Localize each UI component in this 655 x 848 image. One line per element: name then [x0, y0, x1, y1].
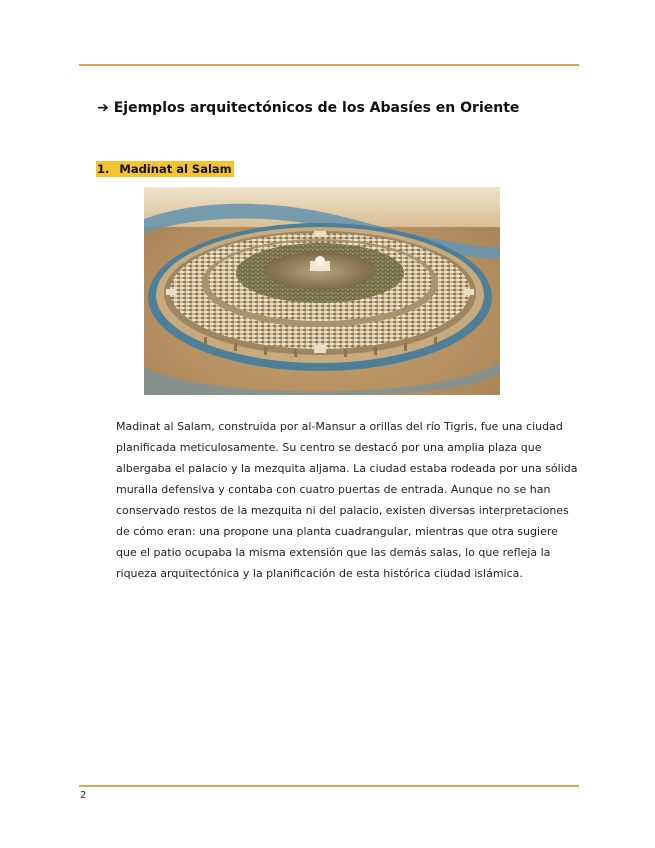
page-number: 2	[80, 790, 87, 801]
header-rule	[79, 64, 579, 66]
arrow-icon: ➔	[97, 100, 109, 116]
round-city-illustration	[144, 187, 500, 395]
item-number: 1.	[97, 162, 110, 176]
item-heading	[96, 161, 234, 177]
section-heading	[97, 100, 519, 116]
footer-rule	[79, 785, 579, 787]
section-title: Ejemplos arquitectónicos de los Abasíes en Oriente	[113, 100, 520, 116]
item-title: Madinat al Salam	[119, 162, 232, 176]
body-paragraph: Madinat al Salam, construida por al-Mansur a orillas del río Tigris, fue una ciudad planificada meticulosamente. Su centro se destacó por una amplia plaza que albergaba el palacio y la mezquita aljama. La ciudad estaba rodeada por una sólida muralla defensiva y contaba con cuatro puertas de entrada. Aunque no se han conservado restos de la mezquita ni del palacio, existen diversas interpretaciones de cómo eran: una propone una planta cuadrangular, mientras que otra sugiere que el patio ocupaba la misma extensión que las demás salas, lo que refleja la riqueza arquitectónica y la planificación de esta histórica ciudad islámica.	[116, 420, 578, 580]
